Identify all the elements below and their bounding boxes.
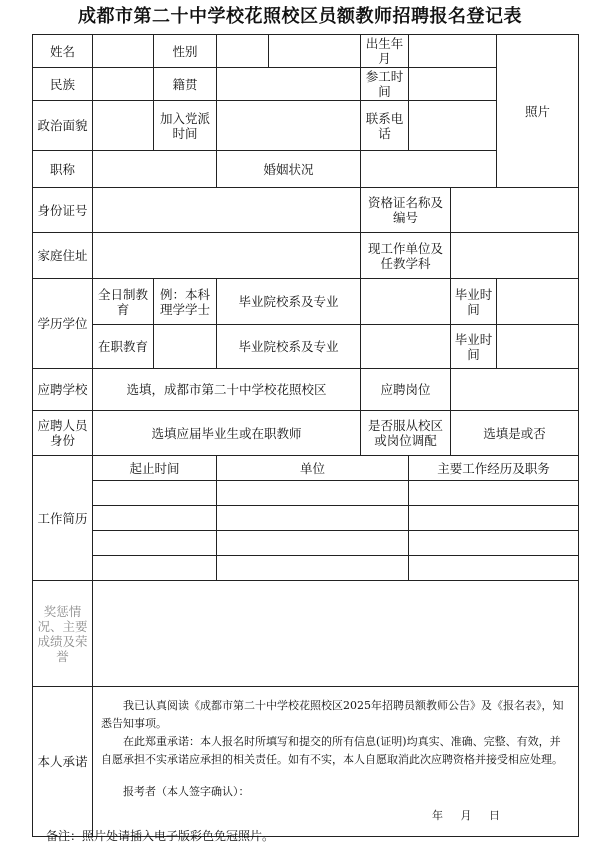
birth-field[interactable]	[409, 35, 497, 68]
header-period: 起止时间	[93, 456, 217, 481]
label-contact-phone: 联系电话	[361, 101, 409, 151]
header-main-work: 主要工作经历及职务	[409, 456, 579, 481]
resume-work-field[interactable]	[409, 531, 579, 556]
grad-school-2-field[interactable]	[361, 325, 451, 369]
label-grad-time-2: 毕业时间	[451, 325, 497, 369]
label-obey: 是否服从校区或岗位调配	[361, 411, 451, 456]
fulltime-example[interactable]: 例：本科理学学士	[154, 279, 217, 325]
label-birth: 出生年月	[361, 35, 409, 68]
label-apply-school: 应聘学校	[33, 369, 93, 411]
label-grad-school-1: 毕业院校系及专业	[217, 279, 361, 325]
pledge-box	[93, 687, 579, 837]
label-work-resume: 工作简历	[33, 456, 93, 581]
apply-post-field[interactable]	[451, 369, 579, 411]
resume-period-field[interactable]	[93, 506, 217, 531]
party-join-field[interactable]	[217, 101, 361, 151]
resume-unit-field[interactable]	[217, 556, 409, 581]
awards-field[interactable]	[93, 581, 579, 687]
label-party-join: 加入党派时间	[154, 101, 217, 151]
current-unit-field[interactable]	[451, 233, 579, 279]
pledge-date[interactable]: 年 月 日	[432, 809, 500, 822]
label-politics: 政治面貌	[33, 101, 93, 151]
label-awards: 奖惩情况、主要成绩及荣誉	[33, 581, 93, 687]
grad-time-2-field[interactable]	[497, 325, 579, 369]
cert-field[interactable]	[451, 188, 579, 233]
registration-form-table	[32, 34, 579, 837]
identity-field[interactable]: 选填应届毕业生或在职教师	[93, 411, 361, 456]
label-marital: 婚姻状况	[217, 151, 361, 188]
gap-cell[interactable]	[269, 35, 361, 68]
resume-work-field[interactable]	[409, 556, 579, 581]
label-applicant-identity: 应聘人员身份	[33, 411, 93, 456]
obey-field[interactable]: 选填是或否	[451, 411, 579, 456]
pledge-paragraph-2: 在此郑重承诺：本人报名时所填写和提交的所有信息(证明)均真实、准确、完整、有效，并自愿承担不实承诺应承担的相关责任。如有不实，本人自愿取消此次应聘资格并接受相应处理。	[101, 735, 563, 766]
label-grad-school-2: 毕业院校系及专业	[217, 325, 361, 369]
label-name: 姓名	[33, 35, 93, 68]
label-edu: 学历学位	[33, 279, 93, 369]
header-unit: 单位	[217, 456, 409, 481]
resume-period-field[interactable]	[93, 556, 217, 581]
footnote: 备注：照片处请插入电子版彩色免冠照片。	[46, 829, 275, 843]
label-address: 家庭住址	[33, 233, 93, 279]
contact-phone-field[interactable]	[409, 101, 497, 151]
grad-school-1-field[interactable]	[361, 279, 451, 325]
label-native-place: 籍贯	[154, 68, 217, 101]
resume-work-field[interactable]	[409, 506, 579, 531]
label-in-service: 在职教育	[93, 325, 154, 369]
photo-label: 照片	[524, 103, 550, 119]
politics-field[interactable]	[93, 101, 154, 151]
label-pledge: 本人承诺	[33, 687, 93, 837]
resume-unit-field[interactable]	[217, 531, 409, 556]
label-work-start: 参工时间	[361, 68, 409, 101]
label-gender: 性别	[154, 35, 217, 68]
resume-unit-field[interactable]	[217, 506, 409, 531]
label-id-number: 身份证号	[33, 188, 93, 233]
label-title-rank: 职称	[33, 151, 93, 188]
name-field[interactable]	[93, 35, 154, 68]
marital-field[interactable]	[361, 151, 497, 188]
label-cert: 资格证名称及编号	[361, 188, 451, 233]
label-apply-post: 应聘岗位	[361, 369, 451, 411]
photo-box[interactable]	[497, 35, 579, 188]
native-place-field[interactable]	[217, 68, 361, 101]
resume-period-field[interactable]	[93, 481, 217, 506]
label-grad-time-1: 毕业时间	[451, 279, 497, 325]
label-current-unit: 现工作单位及任教学科	[361, 233, 451, 279]
resume-work-field[interactable]	[409, 481, 579, 506]
pledge-paragraph-1: 我已认真阅读《成都市第二十中学校花照校区2025年招聘员额教师公告》及《报名表》，知悉告知事项。	[101, 699, 564, 730]
resume-unit-field[interactable]	[217, 481, 409, 506]
grad-time-1-field[interactable]	[497, 279, 579, 325]
address-field[interactable]	[93, 233, 361, 279]
in-service-field[interactable]	[154, 325, 217, 369]
resume-period-field[interactable]	[93, 531, 217, 556]
title-rank-field[interactable]	[93, 151, 217, 188]
gender-field[interactable]	[217, 35, 269, 68]
ethnicity-field[interactable]	[93, 68, 154, 101]
apply-school-field[interactable]: 选填，成都市第二十中学校花照校区	[93, 369, 361, 411]
pledge-signature[interactable]: 报考者（本人签字确认）：	[123, 785, 250, 798]
label-full-time: 全日制教育	[93, 279, 154, 325]
id-number-field[interactable]	[93, 188, 361, 233]
form-title: 成都市第二十中学校花照校区员额教师招聘报名登记表	[78, 6, 522, 27]
label-ethnicity: 民族	[33, 68, 93, 101]
work-start-field[interactable]	[409, 68, 497, 101]
